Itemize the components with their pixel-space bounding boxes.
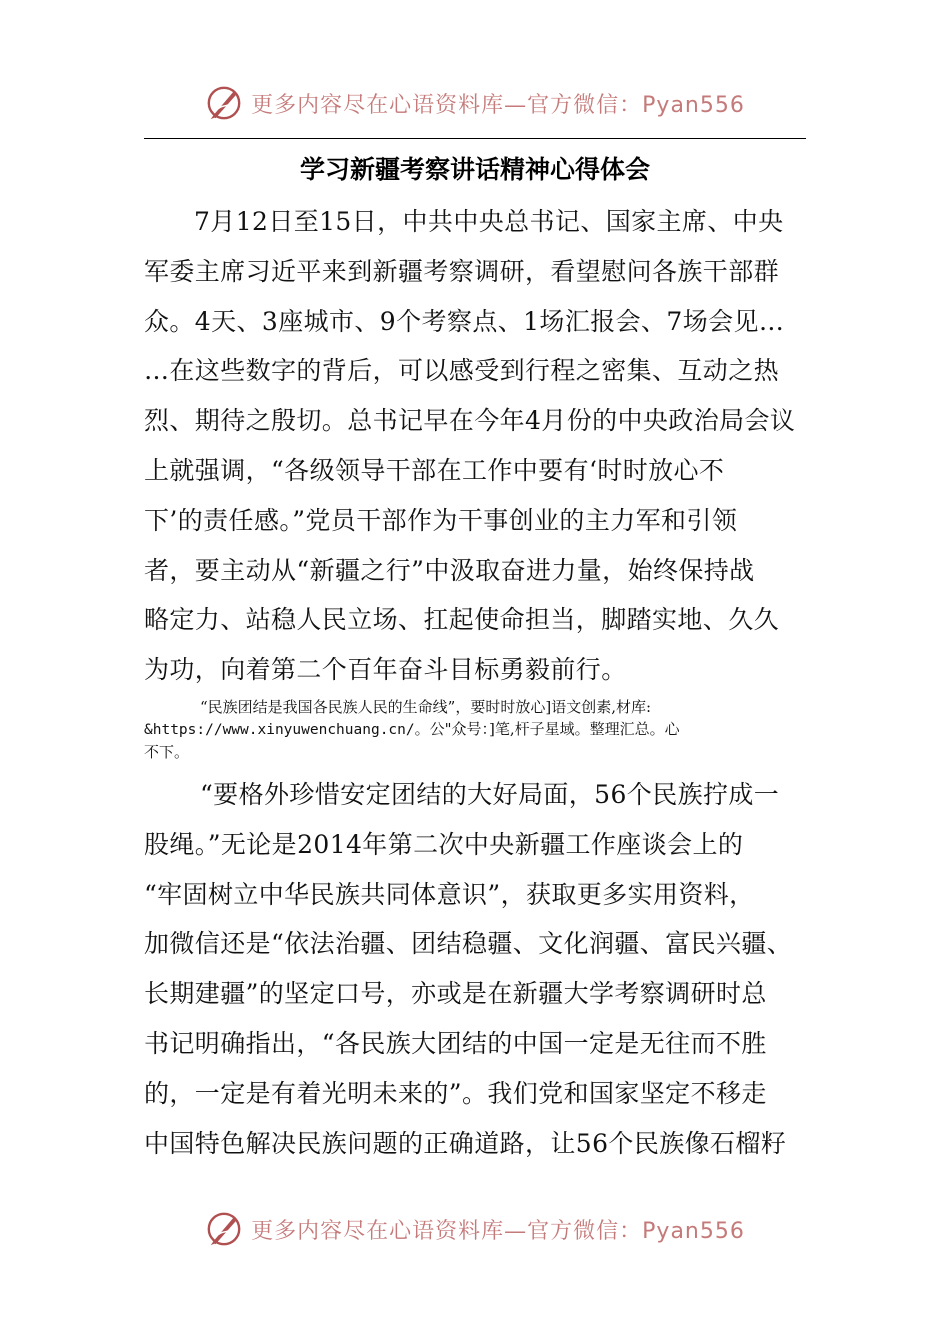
text-line: 下’的责任感。”党员干部作为干事创业的主力军和引领 bbox=[144, 505, 738, 535]
text-line: 为功，向着第二个百年奋斗目标勇毅前行。 bbox=[144, 655, 627, 685]
footer-banner bbox=[0, 1206, 950, 1252]
text-line: 股绳。”无论是2014年第二次中央新疆工作座谈会上的 bbox=[144, 829, 744, 859]
text-line: …在这些数字的背后，可以感受到行程之密集、互动之热 bbox=[144, 356, 780, 386]
paragraph-1 bbox=[144, 197, 814, 695]
page-title: 学习新疆考察讲话精神心得体会 bbox=[299, 155, 650, 184]
text-line: “要格外珍惜安定团结的大好局面，56个民族拧成一 bbox=[200, 780, 780, 809]
header-rule bbox=[144, 138, 806, 139]
banner-text: 更多内容尽在心语资料库—官方微信：Pyan556 bbox=[251, 92, 745, 118]
banner-text: 更多内容尽在心语资料库—官方微信：Pyan556 bbox=[251, 1218, 745, 1244]
pen-logo-icon bbox=[205, 1210, 243, 1248]
text-line: 书记明确指出，“各民族大团结的中国一定是无往而不胜 bbox=[144, 1028, 767, 1058]
paragraph-2 bbox=[144, 696, 814, 763]
text-line: 不下。 bbox=[144, 743, 190, 761]
text-line: 者，要主动从“新疆之行”中汲取奋进力量，始终保持战 bbox=[144, 555, 755, 585]
text-line: 略定力、站稳人民立场、扛起使命担当，脚踏实地、久久 bbox=[144, 605, 780, 635]
text-line: 的，一定是有着光明未来的”。我们党和国家坚定不移走 bbox=[144, 1078, 767, 1108]
text-line: 上就强调，“各级领导干部在工作中要有‘时时放心不 bbox=[144, 455, 725, 485]
paragraph-3 bbox=[144, 770, 814, 1168]
text-line: 烈、期待之殷切。总书记早在今年4月份的中央政治局会议 bbox=[144, 406, 796, 436]
text-line: 长期建疆”的坚定口号，亦或是在新疆大学考察调研时总 bbox=[144, 979, 767, 1009]
text-line: “民族团结是我国各民族人民的生命线”，要时时放心]语文创素,材库: bbox=[200, 698, 652, 716]
source-url: &https://www.xinyuwenchuang.cn/ bbox=[144, 722, 415, 738]
header-banner bbox=[0, 80, 950, 126]
text-line: “牢固树立中华民族共同体意识”，获取更多实用资料， bbox=[144, 879, 755, 909]
text-line: 加微信还是“依法治疆、团结稳疆、文化润疆、富民兴疆、 bbox=[144, 929, 793, 959]
text-line: 众。4天、3座城市、9个考察点、1场汇报会、7场会见… bbox=[144, 306, 785, 336]
text-line: 中国特色解决民族问题的正确道路，让56个民族像石榴籽 bbox=[144, 1128, 787, 1158]
text-line: 7月12日至15日，中共中央总书记、国家主席、中央 bbox=[194, 207, 784, 236]
pen-logo-icon bbox=[205, 84, 243, 122]
text-line: 军委主席习近平来到新疆考察调研，看望慰问各族干部群 bbox=[144, 256, 780, 286]
text-line: &https://www.xinyuwenchuang.cn/。公"众号：]笔,杆子星域。整理汇总。心 bbox=[144, 720, 680, 738]
